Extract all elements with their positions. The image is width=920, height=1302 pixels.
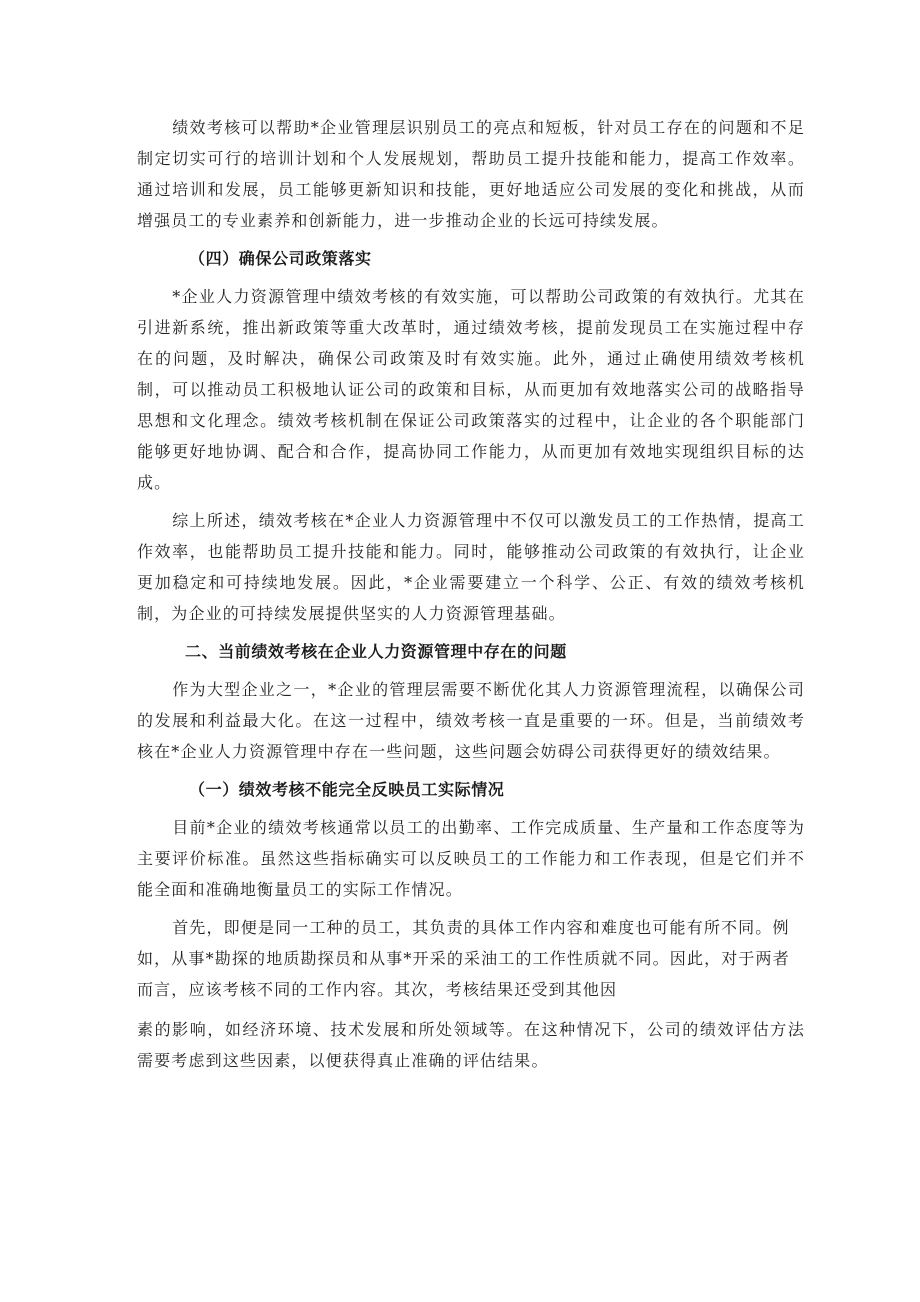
paragraph-problems-intro: 作为大型企业之一，*企业的管理层需要不断优化其人力资源管理流程，以确保公司的发展和利益最大化。在这一过程中，绩效考核一直是重要的一环。但是，当前绩效考核在*企业人力资源管理中存在一些问题，这些问题会妨碍公司获得更好的绩效结果。 bbox=[137, 680, 805, 761]
paragraph-examples-continued: 素的影响，如经济环境、技术发展和所处领域等。在这种情况下，公司的绩效评估方法需要考虑到这些因素，以便获得真止准确的评估结果。 bbox=[137, 1020, 805, 1070]
spacer bbox=[137, 667, 805, 674]
chapter-heading-problems: 二、当前绩效考核在企业人力资源管理中存在的问题 bbox=[185, 642, 567, 661]
section-heading-policy: （四）确保公司政策落实 bbox=[189, 249, 372, 268]
paragraph-policy: *企业人力资源管理中绩效考核的有效实施，可以帮助公司政策的有效执行。尤其在引进新系统，推出新政策等重大改革时，通过绩效考核，提前发现员工在实施过程中存在的问题，及时解决，确保公司政策及时有效实施。此外，通过止确使用绩效考核机制，可以推动员工积极地认证公司的政策和目标，从而更加有效地落实公司的战略指导思想和文化理念。绩效考核机制在保证公司政策落实的过程中，让企业的各个职能部门能够更好地协调、配合和合作，提高协同工作能力，从而更加有效地实现组织目标的达成。 bbox=[137, 287, 805, 492]
paragraph-training: 绩效考核可以帮助*企业管理层识别员工的亮点和短板，针对员工存在的问题和不足制定切实可行的培训计划和个人发展规划，帮助员工提升技能和能力，提高工作效率。通过培训和发展，员工能够更新知识和技能，更好地适应公司发展的变化和挑战，从而增强员工的专业素养和创新能力，进一步推动企业的长远可持续发展。 bbox=[137, 118, 805, 230]
paragraph-summary: 综上所述，绩效考核在*企业人力资源管理中不仅可以激发员工的工作热情，提高工作效率，也能帮助员工提升技能和能力。同时，能够推动公司政策的有效执行，让企业更加稳定和可持续地发展。因此，*企业需要建立一个科学、公正、有效的绩效考核机制，为企业的可持续发展提供坚实的人力资源管理基础。 bbox=[137, 511, 805, 623]
paragraph-examples: 首先，即便是同一工种的员工，其负责的具体工作内容和难度也可能有所不同。例如，从事*勘探的地质勘探员和从事*开采的采油工的工作性质就不同。因此，对于两者而言，应该考核不同的工作内容。其次，考核结果还受到其他因 bbox=[137, 918, 790, 999]
spacer bbox=[137, 905, 805, 912]
section-heading-reflect: （一）绩效考核不能完全反映员工实际情况 bbox=[189, 780, 505, 799]
spacer bbox=[137, 1005, 805, 1014]
paragraph-criteria: 目前*企业的绩效考核通常以员工的出勤率、工作完成质量、生产量和工作态度等为主要评价标准。虽然这些指标确实可以反映员工的工作能力和工作表现，但是它们并不能全面和准确地衡量员工的实际工作情况。 bbox=[137, 818, 805, 899]
spacer bbox=[137, 805, 805, 812]
spacer bbox=[137, 274, 805, 281]
spacer bbox=[137, 629, 805, 636]
spacer bbox=[137, 498, 805, 505]
spacer bbox=[137, 767, 805, 774]
spacer bbox=[137, 236, 805, 243]
document-body bbox=[137, 112, 805, 1076]
